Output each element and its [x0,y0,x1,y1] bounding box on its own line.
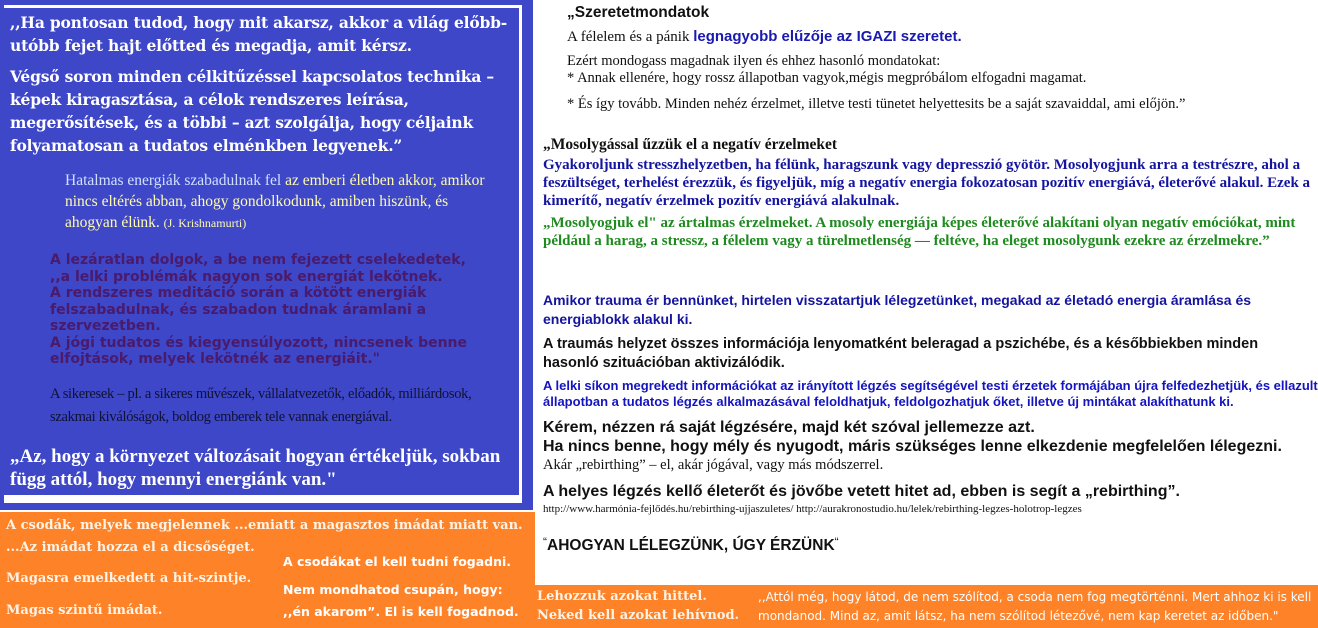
quote-intent: ,,Ha pontosan tudod, hogy mit akarsz, akkor a világ előbb-utóbb fejet hajt előtted és megadja, amit kérsz. [10,13,508,55]
energy-paragraph [50,252,520,368]
fear-sentence [567,28,962,46]
environment-quote: „Az, hogy a környezet változásait hogyan értékeljük, sokban függ attól, hogy mennyi energiánk van." [10,446,501,490]
source-links [543,503,1082,515]
source-link[interactable]: http://www.harmónia-fejlődés.hu/rebirthing-ujjaszuletes/ [543,503,794,515]
miracle-line: Magasra emelkedett a hit-szintje. [6,571,252,586]
miracle-line: ...Az imádat hozza el a dicsőséget. [6,540,255,555]
call-line: Neked kell azokat lehívnod. [537,608,740,623]
call-quote: ,,Attól még, hogy látod, de nem szólítod, a csoda nem fog megtörténni. Mert ahhoz ki is kell mondanod. Mind az, amit látsz, ha nem szólítod létezővé, nem kap keretet az időben." [758,590,1312,623]
energy-line: ,,a lelki problémák nagyon sok energiát lekötnek. [50,268,443,285]
request-line: Ha nincs benne, hogy mély és nyugodt, máris szükséges lenne elkezdenie megfelelően lélegezni. [543,438,1282,455]
motto-open-quote: “ [543,535,547,549]
accept-line: Nem mondhatod csupán, hogy: ,,én akarom”. El is kell fogadnod. [283,582,519,619]
motto [543,535,839,555]
motto-text: AHOGYAN LÉLEGZÜNK, ÚGY ÉRZÜNK [547,537,835,554]
methods-text: Akár „rebirthing” – el, akár jógával, vagy más módszerrel. [543,457,884,473]
request-line: Kérem, nézzen rá saját légzésére, majd két szóval jellemezze azt. [543,419,1035,436]
breathing-request [543,418,1318,456]
fear-highlight: legnagyobb elűzője az IGAZI szeretet. [693,28,962,45]
energy-line: A rendszeres meditáció során a kötött energiák felszabadulnak, és szabadon tudnak áramlani a szervezetben. [50,285,427,334]
affirmation-intro [567,53,1307,87]
source-link[interactable]: http://aurakronostudio.hu/lelek/rebirthing-legzes-holotrop-legzes [796,503,1082,515]
fear-prefix: A félelem és a pánik [567,29,694,45]
trauma-blue-text: Amikor trauma ér bennünket, hirtelen visszatartjuk lélegzetünket, megakad az életadó energia áramlása és energiablokk alakul ki. [543,292,1252,327]
trauma-black-text: A traumás helyzet összes információja lenyomatként beleragad a pszichébe, és a későbbiekben minden hasonló szituációban aktivizálódik. [543,336,1259,371]
call-line: Lehozzuk azokat hittel. [537,589,707,604]
intro-line: Ezért mondogass magadnak ilyen és ehhez hasonló mondatokat: [567,53,941,69]
smile-green-text: „Mosolyogjuk el" az ártalmas érzelmeket. A mosoly energiája képes életerővé alakítani olyan negatív emóciókat, mint például a harag, a stressz, a félelem vagy a türelmetlenség — feltéve, ha eleget mosolygunk ezekre az érzelmekre.” [543,215,1296,249]
smile-practice-text: Gyakoroljunk stresszhelyzetben, ha félünk, haragszunk vagy depresszió gyötör. Mosolyogjunk arra a testrészre, ahol a feszültséget, terhelést érezzük, és figyeljük, míg a negatív energia fokozatosan pozitív energiává, életerővé alakul. Ezek a kimerítő, negatív érzelmek pozitív energiává alakulnak. [543,157,1311,209]
energy-line: A jógi tudatos és kiegyensúlyozott, nincsenek benne elfojtások, melyek lekötnék az energiáit." [50,334,468,367]
love-sentences-heading: „Szeretetmondatok [567,4,710,21]
miracle-line: Magas szintű imádat. [6,603,163,618]
krishnamurti-author: (J. Krishnamurti) [163,216,247,230]
motto-close-quote: “ [834,535,839,549]
successful-people-text: A sikeresek – pl. a sikeres művészek, vállalatvezetők, előadók, milliárdosok, szakmai kiválóságok, boldog emberek tele vannak energiával. [50,386,472,425]
krishnamurti-lead: Hatalmas energiák szabadulnak fel [65,172,282,189]
orange-call-strip [535,585,1318,628]
accept-line: A csodákat el kell tudni fogadni. [283,554,512,569]
quote-techniques: Végső soron minden célkitűzéssel kapcsolatos technika – képek kiragasztása, a célok rendszeres leírása, megerősítések, és a többi – azt szolgálja, hogy céljaink folyamatosan a tudatos elménkben legyenek.” [10,67,494,155]
orange-miracle-panel [0,512,535,628]
krishnamurti-quote [65,170,495,234]
blue-quote-panel [0,0,533,510]
miracle-line: A csodák, melyek megjelennek ...emiatt a magasztos imádat miatt van. [6,518,523,533]
krishnamurti-rest: az emberi életben akkor, amikor nincs eltérés abban, ahogy gondolkodunk, amiben hiszünk, és ahogyan élünk. [65,172,485,231]
smile-heading: „Mosolygással űzzük el a negatív érzelmeket [543,136,838,153]
bullet-item: * És így tovább. Minden nehéz érzelmet, illetve testi tünetet helyettesits be a saját szavaiddal, ami előjön.” [567,96,1186,112]
energy-line: A lezáratlan dolgok, a be nem fejezett cselekedetek, [50,252,466,268]
correct-breathing-text: A helyes légzés kellő életerőt és jövőbe vetett hitet ad, ebben is segít a „rebirthing”. [543,483,1180,500]
bullet-item: * Annak ellenére, hogy rossz állapotban vagyok,mégis megpróbálom elfogadni magamat. [567,70,1087,86]
soul-level-text: A lelki síkon megrekedt információkat az irányított légzés segítségével testi érzetek formájában újra felfedezhetjük, és ellazult állapotban a tudatos légzés alkalmazásával feloldhatjuk, feldolgozhatjuk őket, illetve új mintákat alakíthatunk ki. [543,378,1318,409]
